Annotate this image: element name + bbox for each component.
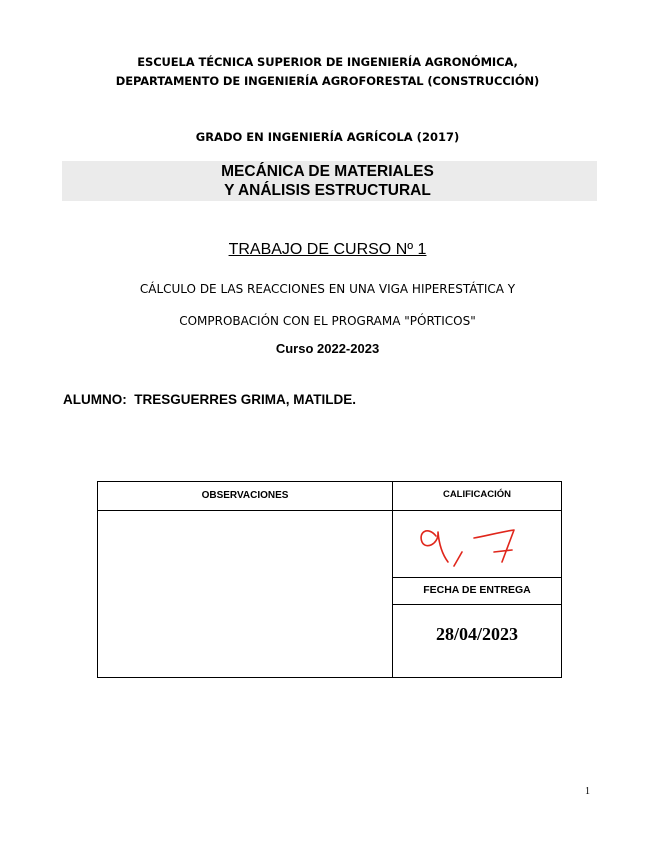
degree-title: GRADO EN INGENIERÍA AGRÍCOLA (2017) [195,130,460,144]
school-name: ESCUELA TÉCNICA SUPERIOR DE INGENIERÍA AGRONÓMICA, [137,55,518,69]
student-label: ALUMNO: [63,392,127,407]
subject-title-line2: Y ANÁLISIS ESTRUCTURAL [224,182,431,199]
work-description-line2: COMPROBACIÓN CON EL PROGRAMA "PÓRTICOS" [179,314,476,328]
delivery-date: 28/04/2023 [435,624,518,644]
table-divider-date [393,604,561,605]
table-divider-grade [393,577,561,578]
table-divider-vertical [392,482,393,677]
grade-label: CALIFICACIÓN [442,489,512,500]
grade-stroke-comma [454,552,462,566]
evaluation-table [97,481,562,678]
grade-stroke-seven-bar [494,550,512,552]
grade-stroke-seven [474,530,514,562]
subject-title [0,162,655,200]
course-year: Curso 2022-2023 [275,341,380,356]
observations-label: OBSERVACIONES [201,490,289,501]
grade-stroke-nine [421,531,448,562]
page-number: 1 [585,786,590,797]
school-header [0,53,655,91]
student-line [63,391,356,408]
department-name: DEPARTAMENTO DE INGENIERÍA AGROFORESTAL (CONSTRUCCIÓN) [115,74,540,88]
work-title [0,240,655,260]
delivery-date-label: FECHA DE ENTREGA [423,584,531,596]
work-description-line1: CÁLCULO DE LAS REACCIONES EN UNA VIGA HIPERESTÁTICA Y [139,282,516,296]
subject-title-line1: MECÁNICA DE MATERIALES [221,163,434,180]
work-title-text: TRABAJO DE CURSO Nº 1 [228,241,427,258]
handwritten-grade [416,518,526,574]
table-divider-header [98,510,561,511]
student-name: TRESGUERRES GRIMA, MATILDE. [134,392,357,407]
